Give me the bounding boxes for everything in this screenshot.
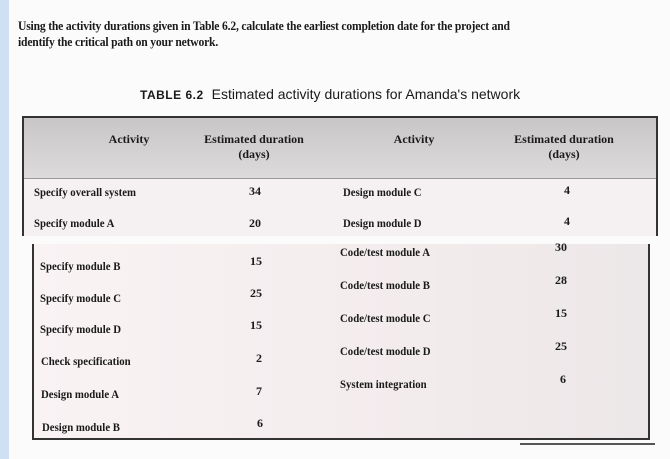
duration-cell: 4 bbox=[564, 183, 570, 197]
activity-cell: Design module B bbox=[42, 420, 121, 434]
duration-cell: 15 bbox=[250, 318, 262, 332]
question-line-2: identify the critical path on your network. bbox=[18, 35, 219, 49]
duration-cell: 7 bbox=[256, 384, 262, 398]
duration-cell: 30 bbox=[555, 240, 567, 254]
header-duration-1 bbox=[184, 132, 324, 162]
activity-cell: Code/test module A bbox=[340, 245, 430, 259]
question-line-1: Using the activity durations given in Table 6.2, calculate the earliest completion date for the project and bbox=[18, 19, 510, 33]
duration-cell: 28 bbox=[555, 273, 567, 287]
duration-cell: 20 bbox=[249, 216, 261, 230]
table-title: Estimated activity durations for Amanda's network bbox=[211, 86, 521, 102]
activity-cell: Specify module C bbox=[40, 291, 121, 305]
duration-cell: 4 bbox=[564, 214, 570, 228]
duration-cell: 6 bbox=[257, 416, 263, 430]
header-duration-label: Estimated duration bbox=[204, 132, 304, 146]
activity-cell: Check specification bbox=[41, 354, 131, 368]
duration-cell: 25 bbox=[250, 286, 262, 300]
page-edge bbox=[0, 0, 9, 459]
activity-cell: Code/test module D bbox=[340, 344, 431, 358]
duration-cell: 2 bbox=[256, 351, 262, 365]
activity-cell: Specify module D bbox=[40, 322, 121, 336]
header-activity-2: Activity bbox=[393, 132, 435, 146]
activity-cell: Code/test module B bbox=[340, 278, 430, 292]
duration-cell: 15 bbox=[250, 254, 262, 268]
activity-cell: Design module A bbox=[41, 387, 120, 401]
activity-cell: Specify overall system bbox=[34, 185, 136, 199]
header-duration-unit: (days) bbox=[238, 147, 270, 161]
activity-cell: Design module C bbox=[343, 185, 422, 199]
table-caption bbox=[140, 86, 520, 102]
duration-cell: 6 bbox=[560, 372, 566, 386]
duration-cell: 15 bbox=[555, 306, 567, 320]
duration-cell: 25 bbox=[555, 339, 567, 353]
activity-cell: Specify module A bbox=[34, 216, 115, 230]
activity-cell: Specify module B bbox=[40, 259, 121, 273]
activity-cell: Code/test module C bbox=[340, 311, 431, 325]
header-duration-2 bbox=[494, 132, 634, 162]
header-activity-1: Activity bbox=[108, 132, 150, 146]
activity-cell: Design module D bbox=[343, 216, 422, 230]
table-label: TABLE 6.2 bbox=[140, 88, 204, 102]
header-duration-label: Estimated duration bbox=[514, 132, 614, 146]
activity-cell: System integration bbox=[340, 377, 427, 391]
header-duration-unit: (days) bbox=[548, 147, 580, 161]
duration-cell: 34 bbox=[249, 184, 261, 198]
table-header bbox=[24, 118, 656, 179]
divider bbox=[520, 443, 655, 445]
